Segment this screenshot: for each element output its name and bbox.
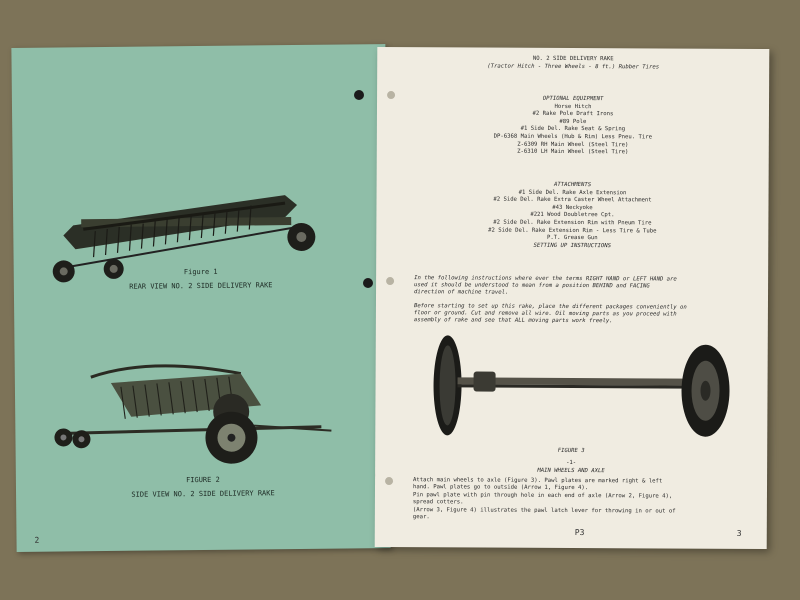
text-line: (Arrow 3, Figure 4) illustrates the pawl latch lever for throwing in or out of	[412, 506, 676, 515]
list-item: DP-6368 Main Wheels (Hub & Rim) Less Pneu. Tire	[493, 133, 652, 141]
list-item: #89 Pole	[559, 118, 587, 125]
figure1-caption: REAR VIEW NO. 2 SIDE DELIVERY RAKE	[129, 281, 273, 291]
list-item: #1 Side Del. Rake Axle Extension	[518, 189, 627, 196]
list-item: #43 Neckyoke	[552, 204, 593, 211]
text-line: Attach main wheels to axle (Figure 3). Pawl plates are marked right & left	[413, 477, 663, 485]
figure3-axle-illustration	[433, 333, 744, 443]
optional-equipment-list	[377, 95, 769, 158]
text-line: assembly of rake and see that ALL moving parts work freely.	[413, 317, 613, 325]
binding-hole	[385, 477, 393, 485]
text-line: Pin pawl plate with pin through hole in each end of axle (Arrow 2, Figure 4),	[412, 491, 673, 500]
attachments-list	[376, 181, 768, 251]
list-item: Horse Hitch	[554, 103, 592, 110]
text-line: direction of machine travel.	[414, 289, 509, 296]
left-page	[11, 44, 390, 552]
text-line: gear.	[412, 514, 430, 521]
list-item: #2 Rake Pole Draft Irons	[532, 110, 614, 118]
right-page-number: 3	[736, 528, 742, 538]
list-item: #2 Side Del. Rake Extra Caster Wheel Attachment	[493, 196, 652, 204]
text-line: hand. Pawl plates go to outside (Arrow 1, Figure 4).	[412, 484, 589, 492]
text-line: In the following instructions where ever the terms RIGHT HAND or LEFT HAND are	[414, 275, 677, 283]
figure2-label: FIGURE 2	[186, 475, 220, 485]
attachments-heading: ATTACHMENTS	[554, 181, 592, 189]
p3-mark: P3	[574, 528, 585, 538]
list-item: Z-6310 LH Main Wheel (Steel Tire)	[517, 148, 629, 156]
list-item: #1 Side Del. Rake Seat & Spring	[520, 126, 626, 133]
main-wheels-paragraph	[413, 477, 743, 523]
page-title: NO. 2 SIDE DELIVERY RAKE	[532, 55, 614, 63]
setting-up-paragraph	[414, 275, 744, 298]
page-subtitle: (Tractor Hitch - Three Wheels - 8 ft.) Rubber Tires	[487, 63, 660, 71]
right-page	[375, 47, 770, 549]
list-item: #2 Side Del. Rake Extension Rim with Pneum Tire	[493, 219, 652, 227]
optional-equipment-heading: OPTIONAL EQUIPMENT	[542, 95, 604, 103]
binding-hole	[354, 90, 364, 100]
setting-up-heading: SETTING UP INSTRUCTIONS	[533, 242, 612, 249]
figure1-label: Figure 1	[183, 267, 218, 277]
header-block	[377, 55, 769, 72]
main-wheels-heading: MAIN WHEELS AND AXLE	[537, 467, 605, 475]
figure3-label: FIGURE 3	[557, 447, 585, 455]
list-item: P.T. Grease Gun	[547, 235, 598, 242]
text-line: spread cotters.	[412, 499, 464, 506]
figure2-caption: SIDE VIEW NO. 2 SIDE DELIVERY RAKE	[131, 489, 275, 499]
before-starting-paragraph	[414, 303, 744, 326]
section-number: -1-	[566, 459, 577, 467]
binding-hole	[363, 278, 373, 288]
left-page-number: 2	[34, 535, 40, 545]
list-item: #2 Side Del. Rake Extension Rim - Less Tire & Tube	[488, 227, 657, 235]
binding-hole	[386, 277, 394, 285]
text-line: floor or ground. Cut and remove all wire. Oil moving parts as you proceed with	[413, 310, 677, 318]
text-line: used it should be understood to mean from a position BEHIND and FACING	[414, 282, 650, 290]
figure2-rake-side-illustration	[41, 345, 342, 468]
list-item: Z-6309 RH Main Wheel (Steel Tire)	[517, 141, 629, 148]
text-line: Before starting to set up this rake, place the different packages conveniently on	[413, 303, 687, 311]
list-item: #221 Wood Doubletree Cpt.	[530, 212, 615, 219]
